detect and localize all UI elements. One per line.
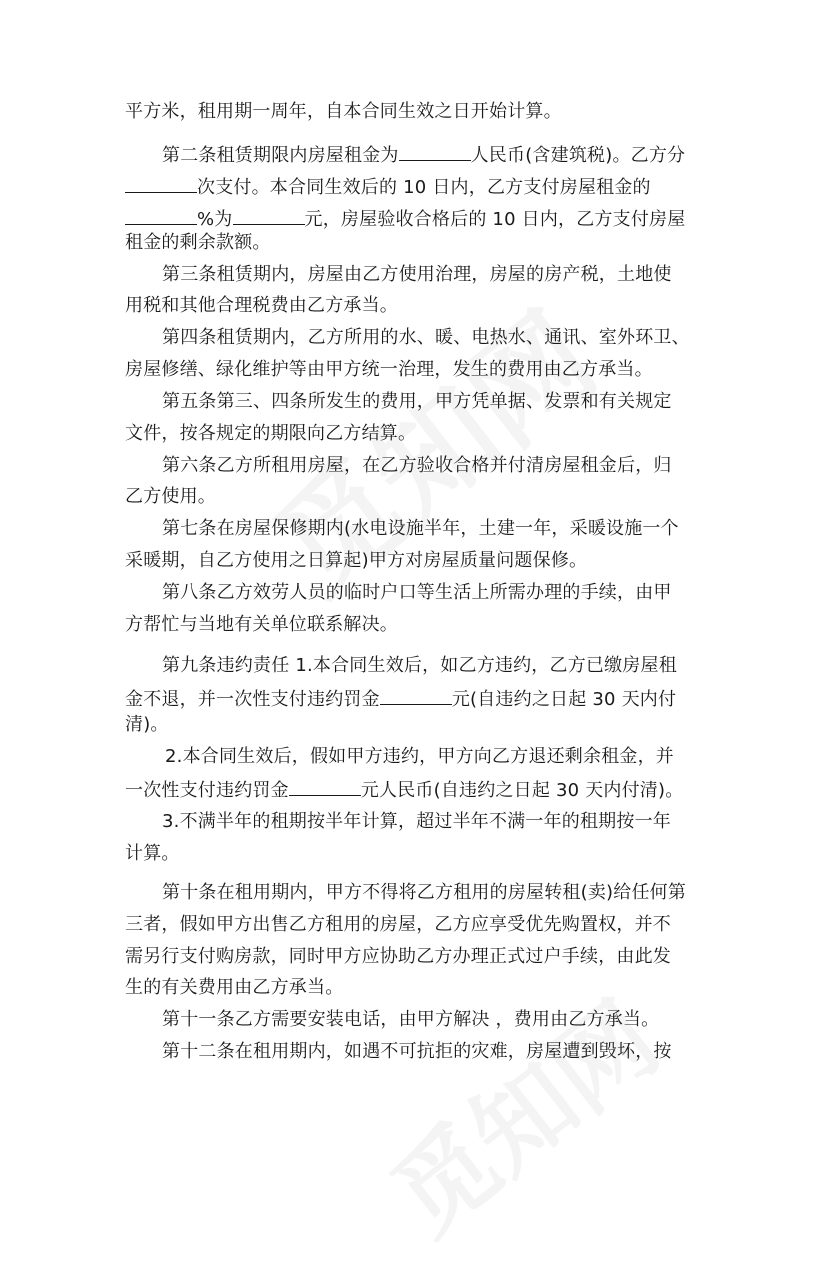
text-segment: 第八条乙方效劳人员的临时户口等生活上所需办理的手续，由甲 [162, 582, 672, 603]
text-line [125, 174, 651, 200]
text-segment: 平方米，租用期一周年，自本合同生效之日开始计算。 [125, 101, 562, 122]
text-segment: 第九条违约责任 1.本合同生效后，如乙方违约，乙方已缴房屋租 [162, 655, 677, 676]
text-segment: 第四条租赁期内，乙方所用的水、暖、电热水、通讯、室外环卫、 [162, 327, 690, 348]
text-line [125, 945, 671, 969]
text-segment: 第十二条在租用期内，如遇不可抗拒的灾难，房屋遭到毁坏，按 [162, 1041, 672, 1062]
text-line [162, 326, 690, 350]
fill-in-blank [125, 174, 197, 193]
text-segment: 次支付。本合同生效后的 10 日内，乙方支付房屋租金的 [197, 177, 651, 198]
text-segment: 三者，假如甲方出售乙方租用的房屋，乙方应享受优先购置权，并不 [125, 914, 671, 935]
text-segment: 第三条租赁期内，房屋由乙方使用治理，房屋的房产税，土地使 [162, 264, 672, 285]
text-line [162, 390, 672, 414]
text-line [162, 654, 677, 678]
text-segment: 计算。 [125, 843, 180, 864]
text-segment: 需另行支付购房款，同时甲方应协助乙方办理正式过户手续，由此发 [125, 946, 671, 967]
text-segment: 采暖期，自乙方使用之日算起)甲方对房屋质量问题保修。 [125, 550, 588, 571]
text-line [162, 517, 679, 541]
fill-in-blank [399, 142, 471, 161]
text-segment: 人民币(含建筑税)。乙方分 [470, 145, 686, 166]
text-line [125, 777, 683, 803]
fill-in-blank [125, 206, 197, 225]
text-line [125, 713, 169, 737]
text-line [162, 581, 672, 605]
text-segment: 第五条第三、四条所发生的费用，甲方凭单据、发票和有关规定 [162, 391, 672, 412]
text-line [125, 686, 676, 712]
text-line [125, 422, 416, 446]
fill-in-blank [233, 206, 305, 225]
text-segment: 第七条在房屋保修期内(水电设施半年，土建一年，采暖设施一个 [162, 518, 679, 539]
text-line [162, 881, 686, 905]
text-segment: 生的有关费用由乙方承当。 [125, 977, 344, 998]
text-segment: 第二条租赁期限内房屋租金为 [162, 145, 399, 166]
text-line [125, 485, 216, 509]
text-segment: 元，房屋验收合格后的 10 日内，乙方支付房屋 [304, 209, 686, 230]
fill-in-blank [380, 686, 452, 705]
text-line [125, 294, 398, 318]
text-line [162, 1040, 672, 1064]
text-segment: 3.不满半年的租期按半年计算，超过半年不满一年的租期按一年 [162, 811, 671, 832]
text-segment: 一次性支付违约罚金 [125, 780, 289, 801]
text-segment: 元(自违约之日起 30 天内付 [451, 689, 677, 710]
text-line [162, 1008, 659, 1032]
text-segment: 第六条乙方所租用房屋，在乙方验收合格并付清房屋租金后，归 [162, 455, 672, 476]
text-segment: %为 [197, 209, 233, 230]
text-segment: 清)。 [125, 714, 169, 735]
text-line [162, 142, 685, 168]
text-line [125, 842, 180, 866]
text-segment: 租金的剩余款额。 [125, 232, 271, 253]
text-segment: 房屋修缮、绿化维护等由甲方统一治理，发生的费用由乙方承当。 [125, 359, 653, 380]
text-line [125, 358, 653, 382]
text-segment: 元人民币(自违约之日起 30 天内付清)。 [360, 780, 684, 801]
text-line [125, 913, 671, 937]
text-segment: 乙方使用。 [125, 486, 216, 507]
text-line [125, 976, 343, 1000]
text-segment: 第十一条乙方需要安装电话，由甲方解决 ，费用由乙方承当。 [162, 1009, 660, 1030]
text-segment: 用税和其他合理税费由乙方承当。 [125, 295, 398, 316]
text-line [125, 231, 271, 255]
text-segment: 文件，按各规定的期限向乙方结算。 [125, 423, 417, 444]
text-line [162, 454, 672, 478]
text-segment: 方帮忙与当地有关单位联系解决。 [125, 614, 398, 635]
text-segment: 2.本合同生效后，假如甲方违约，甲方向乙方退还剩余租金，并 [165, 746, 674, 767]
text-line [125, 100, 562, 124]
text-line [125, 613, 398, 637]
text-segment: 第十条在租用期内，甲方不得将乙方租用的房屋转租(卖)给任何第 [162, 882, 687, 903]
text-line [165, 745, 674, 769]
text-line [125, 549, 587, 573]
fill-in-blank [289, 777, 361, 796]
text-line [125, 206, 685, 232]
text-line [162, 810, 671, 834]
text-segment: 金不退，并一次性支付违约罚金 [125, 689, 380, 710]
text-line [162, 263, 672, 287]
